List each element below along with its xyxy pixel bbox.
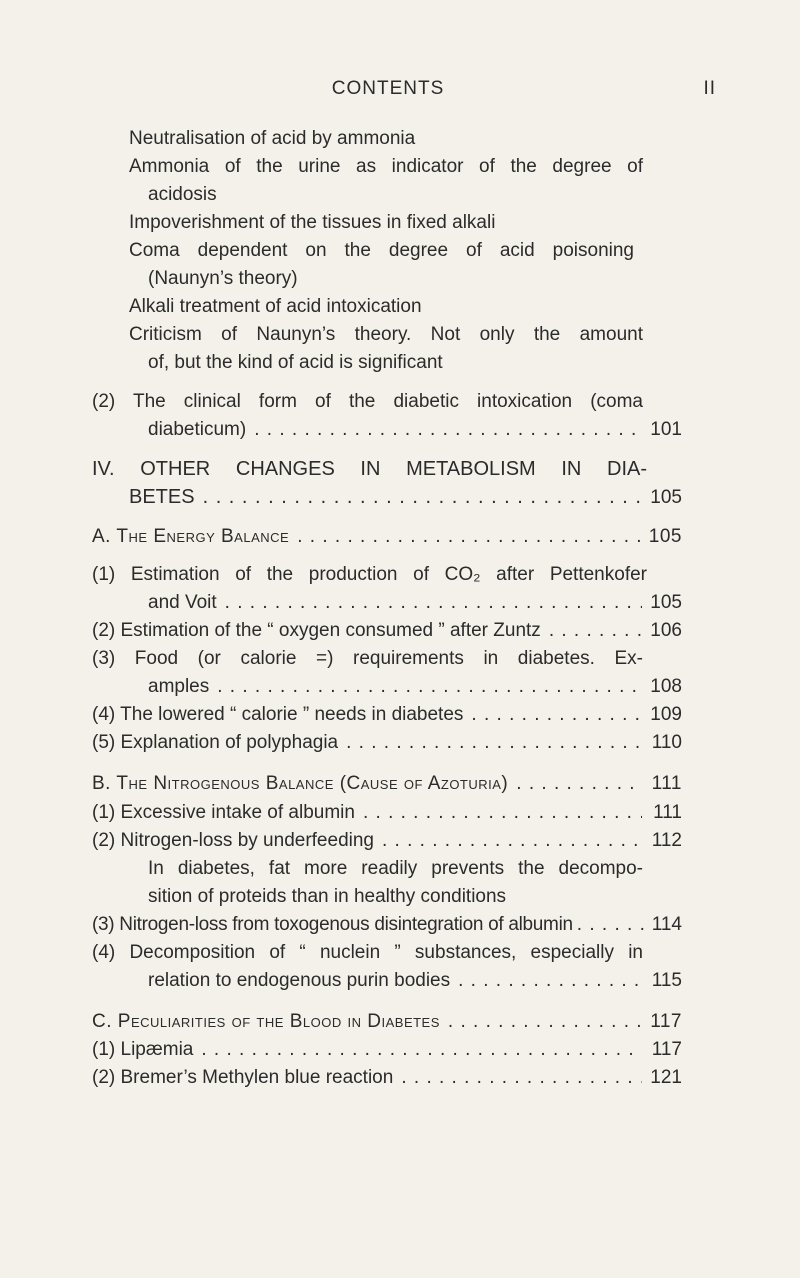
entry-page: 110 (651, 732, 682, 753)
toc-entry (92, 730, 682, 756)
entry-page: 117 (651, 1039, 682, 1060)
toc-entry (129, 238, 634, 264)
entry-text: C. Peculiarities of the Blood in Diabetes (92, 1011, 440, 1032)
toc-entry (148, 590, 682, 616)
toc-entry (148, 266, 298, 292)
entry-text: Ammonia of the urine as indicator of the degree of (129, 156, 643, 177)
dot-leader (516, 771, 642, 797)
toc-entry (129, 322, 643, 348)
entry-text: (5) Explanation of polyphagia (92, 732, 339, 753)
entry-text: (3) Nitrogen-loss from toxogenous disintegration of albumin (92, 914, 573, 935)
dot-leader (346, 730, 642, 756)
toc-entry (148, 182, 217, 208)
entry-page: 109 (650, 704, 682, 725)
dot-leader (577, 912, 646, 938)
subsection-heading (92, 1009, 682, 1035)
toc-entry (92, 1037, 682, 1063)
toc-entry (148, 856, 643, 882)
toc-entry (92, 800, 682, 826)
entry-page: 106 (650, 620, 682, 641)
entry-page: 112 (651, 830, 682, 851)
entry-text: B. The Nitrogenous Balance (Cause of Azoturia) (92, 773, 509, 794)
entry-page: 115 (651, 970, 682, 991)
dot-leader (203, 484, 642, 510)
page-number: II (703, 78, 716, 99)
entry-text: of, but the kind of acid is significant (148, 352, 443, 373)
entry-page: 105 (650, 487, 682, 508)
entry-page: 111 (651, 773, 682, 794)
toc-entry (148, 350, 443, 376)
toc-entry (148, 884, 506, 910)
toc-entry (92, 562, 647, 588)
entry-text: amples (148, 676, 210, 697)
toc-entry (92, 702, 682, 728)
toc-entry (148, 417, 682, 443)
dot-leader (225, 590, 642, 616)
entry-page: 114 (651, 914, 682, 935)
entry-page: 117 (650, 1011, 682, 1032)
entry-text: acidosis (148, 184, 217, 205)
entry-text: (2) Estimation of the “ oxygen consumed ” after Zuntz (92, 620, 541, 641)
entry-text: Coma dependent on the degree of acid poisoning (129, 240, 634, 261)
toc-entry (92, 912, 682, 938)
subsection-heading (92, 524, 682, 550)
subsection-heading (92, 771, 682, 797)
dot-leader (201, 1037, 642, 1063)
entry-text: and Voit (148, 592, 217, 613)
entry-text: (4) The lowered “ calorie ” needs in diabetes (92, 704, 464, 725)
entry-page: 108 (650, 676, 682, 697)
entry-text: Criticism of Naunyn’s theory. Not only the amount (129, 324, 643, 345)
entry-text: (2) Nitrogen-loss by underfeeding (92, 830, 374, 851)
entry-page: 101 (650, 419, 682, 440)
toc-entry (92, 1065, 682, 1091)
entry-text: (Naunyn’s theory) (148, 268, 298, 289)
section-heading (92, 456, 647, 482)
entry-page: 105 (648, 526, 682, 547)
entry-text: sition of proteids than in healthy conditions (148, 886, 507, 907)
entry-text: (4) Decomposition of “ nuclein ” substances, especially in (92, 942, 643, 963)
entry-text: (2) The clinical form of the diabetic intoxication (coma (92, 391, 643, 412)
toc-entry (148, 674, 682, 700)
entry-text: (3) Food (or calorie =) requirements in diabetes. Ex- (92, 648, 643, 669)
entry-text: Alkali treatment of acid intoxication (129, 296, 422, 317)
toc-entry (129, 126, 415, 152)
toc-entry (129, 154, 643, 180)
toc-entry (129, 210, 495, 236)
page-header (60, 78, 716, 108)
entry-text: (1) Lipæmia (92, 1039, 194, 1060)
dot-leader (448, 1009, 642, 1035)
running-title: CONTENTS (331, 78, 445, 99)
dot-leader (549, 618, 642, 644)
entry-text: (2) Bremer’s Methylen blue reaction (92, 1067, 394, 1088)
entry-text: relation to endogenous purin bodies (148, 970, 451, 991)
entry-text: A. The Energy Balance (92, 526, 290, 547)
dot-leader (363, 800, 642, 826)
toc-entry (129, 484, 682, 510)
dot-leader (382, 828, 642, 854)
entry-text: In diabetes, fat more readily prevents the decompo- (148, 858, 643, 879)
entry-text: IV. OTHER CHANGES IN METABOLISM IN DIA- (92, 458, 647, 480)
dot-leader (254, 417, 642, 443)
toc-entry (92, 618, 682, 644)
toc-entry (92, 389, 643, 415)
entry-text: BETES (129, 486, 195, 508)
toc-entry (92, 828, 682, 854)
entry-page: 105 (650, 592, 682, 613)
entry-text: (1) Excessive intake of albumin (92, 802, 355, 823)
toc-entry (92, 940, 643, 966)
entry-page: 111 (653, 802, 682, 823)
toc-entry (129, 294, 422, 320)
entry-text: (1) Estimation of the production of CO₂ after Pettenkofer (92, 564, 647, 585)
entry-text: diabeticum) (148, 419, 247, 440)
entry-text: Impoverishment of the tissues in fixed alkali (129, 212, 496, 233)
dot-leader (458, 968, 642, 994)
entry-page: 121 (650, 1067, 682, 1088)
toc-entry (92, 646, 643, 672)
dot-leader (401, 1065, 642, 1091)
dot-leader (471, 702, 642, 728)
entry-text: Neutralisation of acid by ammonia (129, 128, 416, 149)
dot-leader (217, 674, 642, 700)
dot-leader (297, 524, 642, 550)
toc-entry (148, 968, 682, 994)
